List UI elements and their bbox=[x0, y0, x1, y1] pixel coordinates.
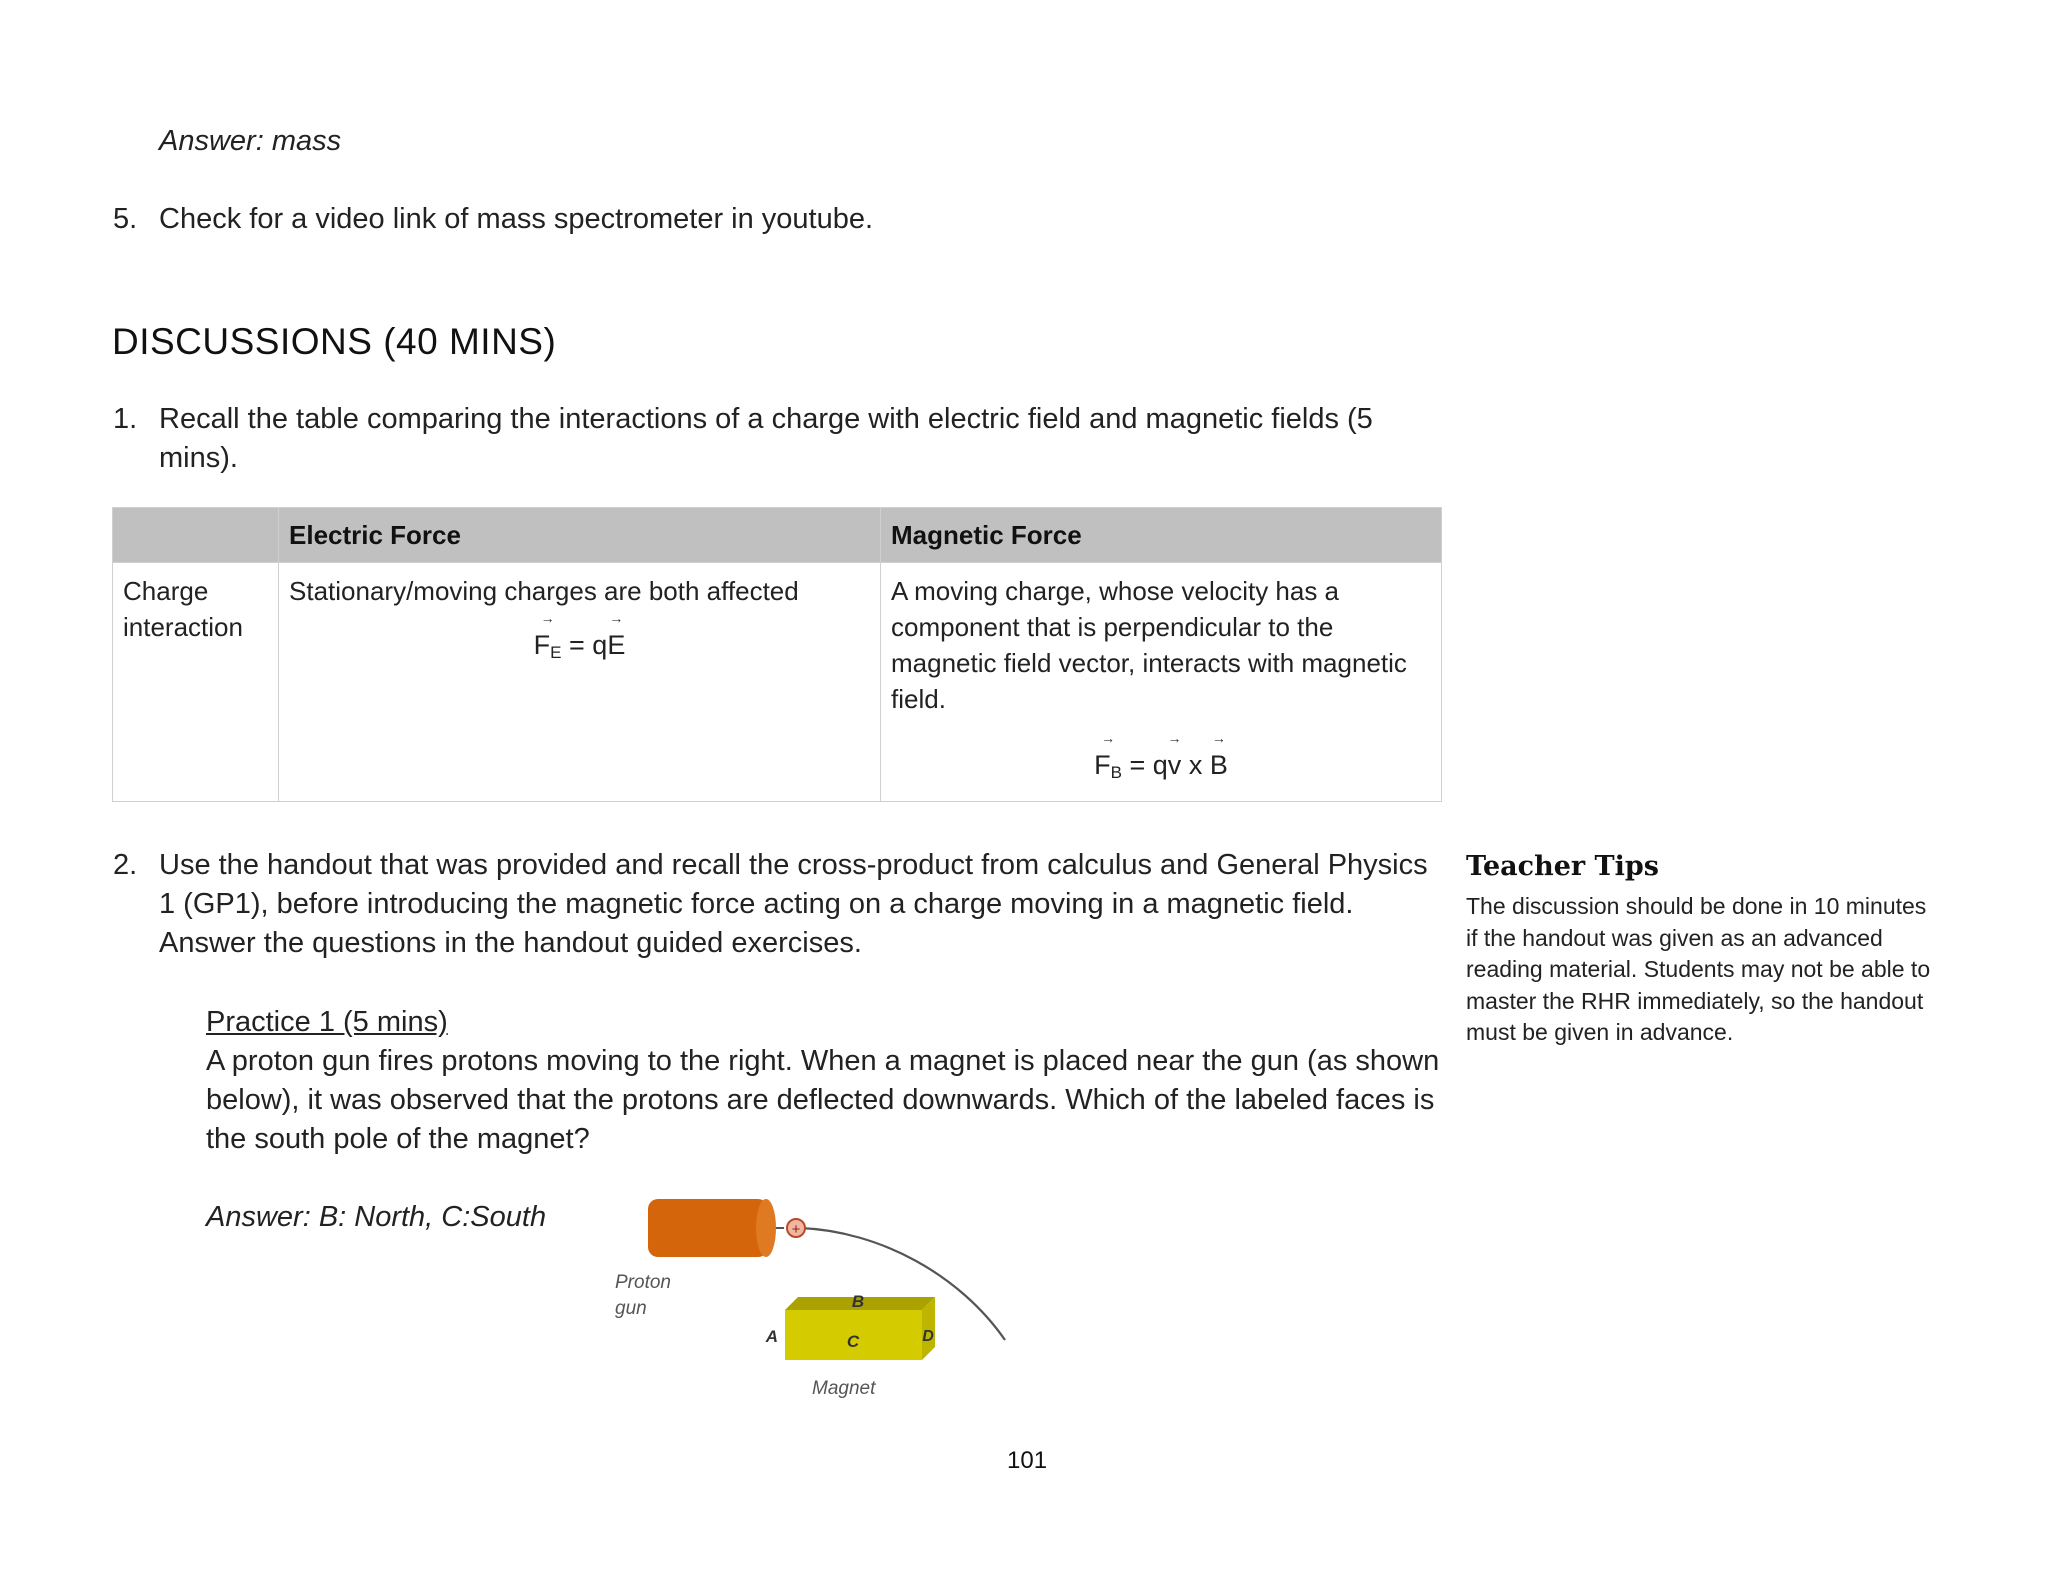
electric-force-cell bbox=[279, 563, 881, 802]
practice-answer: Answer: B: North, C:South bbox=[206, 1201, 547, 1233]
practice-title: Practice 1 (5 mins) bbox=[206, 1006, 448, 1038]
face-c-label: C bbox=[846, 1332, 860, 1351]
practice-text: A proton gun fires protons moving to the right. When a magnet is placed near the gun (as shown below), it was observed that the protons are deflected downwards. Which of the labeled faces is the south pole of the magnet? bbox=[206, 1045, 1440, 1155]
electric-force-formula: → $F_E = q\to E$ bbox=[289, 627, 870, 671]
gun-label: Proton bbox=[615, 1272, 671, 1293]
face-a-label: A bbox=[765, 1327, 778, 1346]
section-heading: DISCUSSIONS (40 MINS) bbox=[112, 321, 557, 362]
field-vector: → B bbox=[1210, 747, 1228, 783]
table-header-cell bbox=[113, 508, 279, 563]
previous-answer: Answer: mass bbox=[159, 125, 342, 157]
list-item-2 bbox=[113, 846, 1439, 963]
magnetic-force-formula: → $F_B = q\to v$ x → B bbox=[891, 747, 1431, 791]
proton-gun-figure bbox=[600, 1185, 1040, 1405]
teacher-tips-text: The discussion should be done in 10 minutes if the handout was given as an advanced reading material. Students may not be able to master the RHR immediately, so the handout must be given in advance. bbox=[1466, 893, 1931, 1045]
face-d-label: D bbox=[922, 1328, 934, 1345]
electric-force-text: Stationary/moving charges are both affected bbox=[289, 576, 799, 606]
force-comparison-table bbox=[112, 507, 1442, 802]
list-number: 2. bbox=[113, 849, 138, 881]
table-header-cell: Magnetic Force bbox=[881, 508, 1442, 563]
list-item-text: Check for a video link of mass spectrometer in youtube. bbox=[159, 203, 874, 235]
list-number: 5. bbox=[113, 203, 138, 235]
list-item-text: Recall the table comparing the interactions of a charge with electric field and magnetic fields (5 mins). bbox=[159, 403, 1373, 474]
proton-gun-muzzle bbox=[756, 1199, 776, 1257]
field-vector: → E bbox=[607, 627, 625, 663]
magnet-label: Magnet bbox=[812, 1378, 876, 1399]
magnetic-force-text: A moving charge, whose velocity has a component that is perpendicular to the magnetic field vector, interacts with magnetic field. bbox=[891, 576, 1407, 714]
gun-label: gun bbox=[615, 1298, 647, 1319]
magnetic-force-cell bbox=[881, 563, 1442, 802]
row-label: Charge interaction bbox=[113, 563, 279, 802]
table-header-row bbox=[113, 508, 1442, 563]
list-item-text: Use the handout that was provided and recall the cross-product from calculus and General Physics 1 (GP1), before introducing the magnetic force acting on a charge moving in a magnetic field. Answer the questions in the handout guided exercises. bbox=[159, 849, 1428, 959]
proton-gun bbox=[648, 1199, 768, 1257]
teacher-tips-title: Teacher Tips bbox=[1466, 851, 1659, 882]
list-number: 1. bbox=[113, 403, 138, 435]
velocity-vector: → v bbox=[1168, 747, 1182, 783]
force-vector: → $F_E$ bbox=[534, 627, 562, 671]
list-item-1 bbox=[113, 400, 1399, 478]
force-vector: → $F_B$ bbox=[1094, 747, 1122, 791]
list-item-5 bbox=[113, 200, 1439, 239]
table-row bbox=[113, 563, 1442, 802]
table-header-cell: Electric Force bbox=[279, 508, 881, 563]
face-b-label: B bbox=[851, 1292, 865, 1311]
page-number: 101 bbox=[1007, 1447, 1048, 1474]
svg-text:+: + bbox=[791, 1221, 801, 1238]
